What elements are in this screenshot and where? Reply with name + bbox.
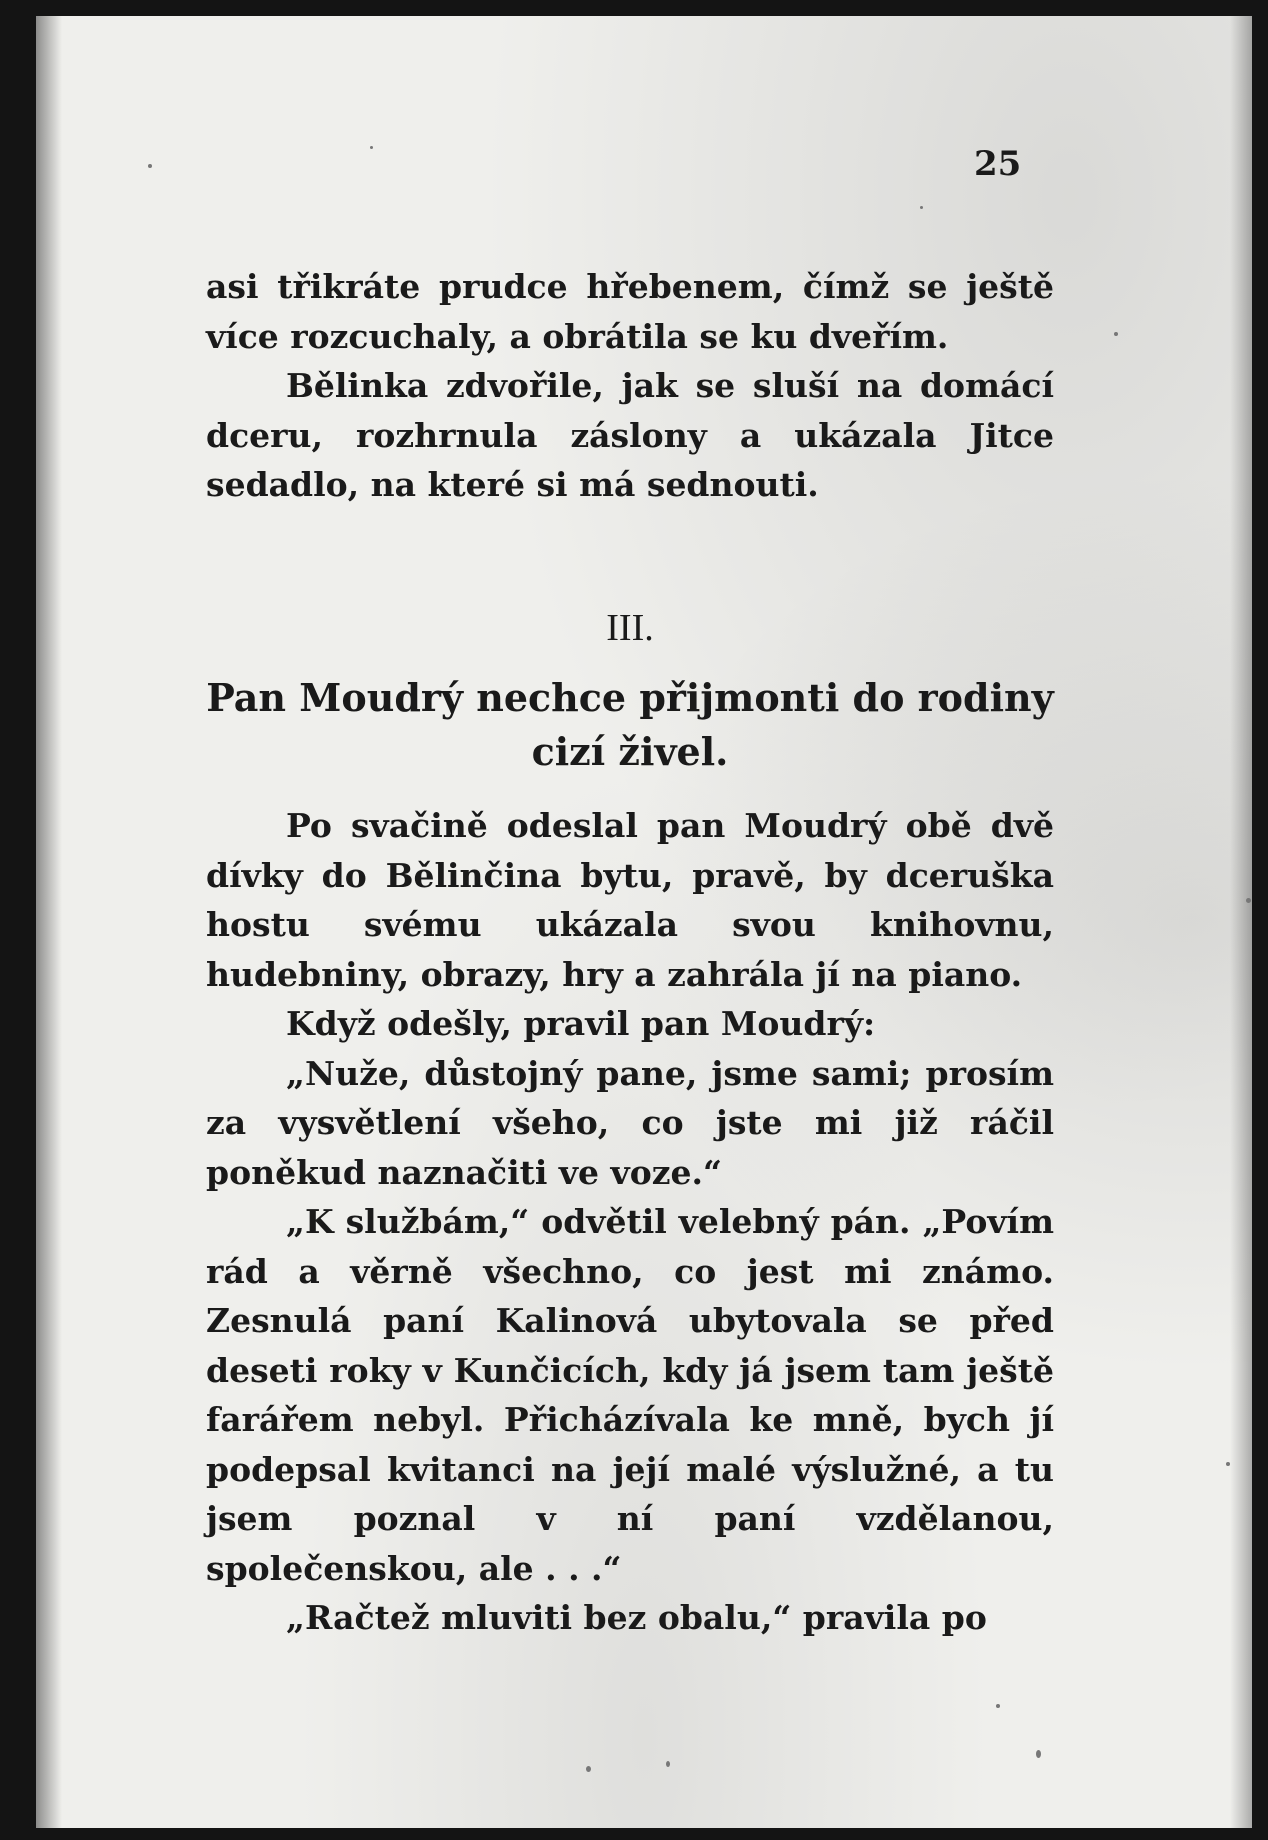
book-page — [36, 16, 1252, 1828]
paragraph: „K službám,“ odvětil velebný pán. „Povím rád a věrně všechno, co jest mi známo. Zesnulá paní Kalinová ubytovala se před deseti roky v Kunčicích, kdy já jsem tam ještě farářem nebyl. Přicházívala ke mně, bych jí podepsal kvitanci na její malé výslužné, a tu jsem poznal v ní paní vzdělanou, společenskou, ale . . .“ — [206, 1202, 1054, 1588]
chapter-number: III. — [606, 607, 654, 649]
chapter-body — [206, 801, 1054, 1643]
paragraph: asi třikráte prudce hřebenem, čímž se ještě více rozcuchaly, a obrátila se ku dveřím. — [206, 267, 1054, 356]
scan-speck — [586, 1766, 591, 1772]
chapter-title: Pan Moudrý nechce přijmonti do rodiny cizí živel. — [206, 675, 1054, 774]
scan-speck — [996, 1704, 1000, 1708]
scan-speck — [1226, 1462, 1230, 1466]
scan-speck — [666, 1761, 670, 1767]
scan-speck — [370, 146, 373, 149]
paragraph: Když odešly, pravil pan Moudrý: — [286, 1004, 876, 1043]
paragraph: „Račtež mluviti bez obalu,“ pravila po — [286, 1598, 987, 1637]
page-number: 25 — [974, 144, 1022, 184]
paragraph: Po svačině odeslal pan Moudrý obě dvě dívky do Bělinčina bytu, pravě, by dceruška hostu svému ukázala svou knihovnu, hudebniny, obrazy, hry a zahrála jí na piano. — [206, 806, 1054, 994]
scan-speck — [1246, 898, 1251, 903]
scan-speck — [920, 206, 923, 209]
gutter-shadow — [36, 16, 62, 1828]
opening-text — [206, 262, 1054, 510]
paragraph: „Nuže, důstojný pane, jsme sami; prosím za vysvětlení všeho, co jste mi již ráčil poněkud naznačiti ve voze.“ — [206, 1053, 1054, 1192]
scan-speck — [1036, 1750, 1041, 1758]
paragraph: Bělinka zdvořile, jak se sluší na domácí dceru, rozhrnula záslony a ukázala Jitce sedadlo, na které si má sednouti. — [206, 366, 1054, 504]
scan-speck — [148, 164, 152, 168]
page-edge-shadow — [1230, 16, 1252, 1828]
scan-speck — [1114, 332, 1118, 336]
